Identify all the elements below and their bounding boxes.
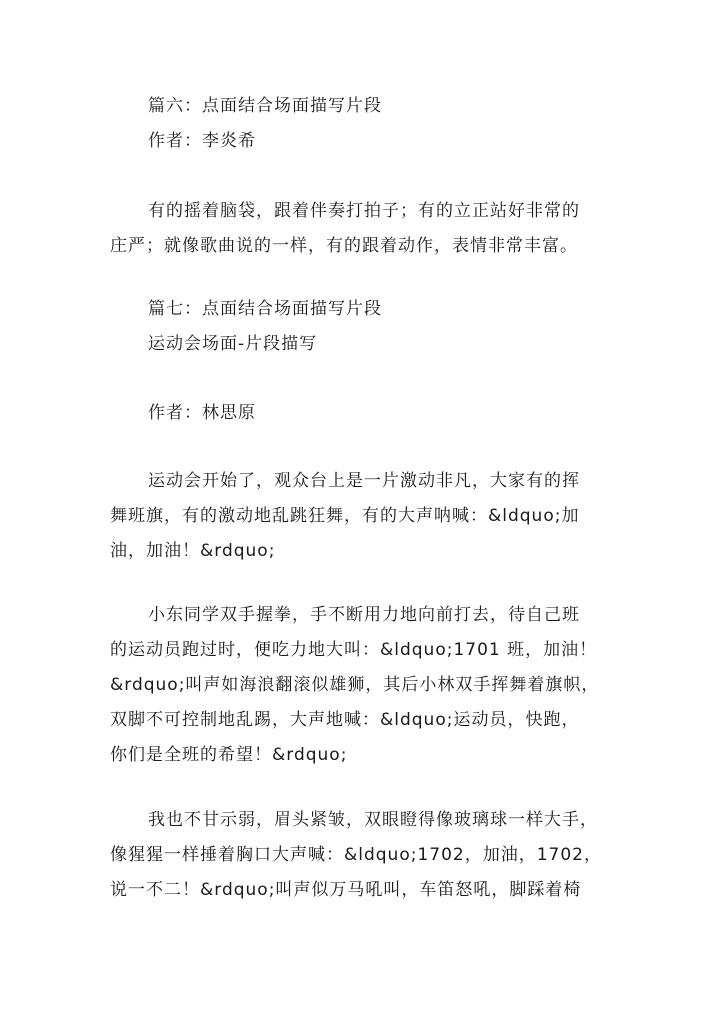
section7-subtitle: 运动会场面-片段描写 xyxy=(148,334,318,354)
section7-p2-line: 的运动员跑过时，便吃力地大叫：&ldquo;1701 班，加油！ xyxy=(110,640,598,660)
section6-paragraph-line: 庄严；就像歌曲说的一样，有的跟着动作，表情非常丰富。 xyxy=(110,236,578,256)
section7-author: 作者：林思原 xyxy=(148,403,256,423)
section7-p1-line: 运动会开始了，观众台上是一片激动非凡，大家有的挥 xyxy=(148,471,580,491)
section7-p3-line: 我也不甘示弱，眉头紧皱，双眼瞪得像玻璃球一样大手， xyxy=(148,810,598,830)
section7-p2-line: 你们是全班的希望！&rdquo; xyxy=(110,745,348,765)
section6-author: 作者：李炎希 xyxy=(148,131,256,151)
section7-p2-line: 小东同学双手握拳，手不断用力地向前打去，待自己班 xyxy=(148,605,580,625)
section7-p2-line: 双脚不可控制地乱踢，大声地喊：&ldquo;运动员，快跑， xyxy=(110,710,580,730)
section7-p2-line: &rdquo;叫声如海浪翻滚似雄狮，其后小林双手挥舞着旗帜， xyxy=(110,675,600,695)
section7-p1-line: 舞班旗，有的激动地乱跳狂舞，有的大声呐喊：&ldquo;加 xyxy=(110,506,580,526)
section7-p3-line: 像猩猩一样捶着胸口大声喊：&ldquo;1702，加油，1702， xyxy=(110,845,602,865)
section6-heading: 篇六：点面结合场面描写片段 xyxy=(148,96,382,116)
section7-heading: 篇七：点面结合场面描写片段 xyxy=(148,299,382,319)
section7-p3-line: 说一不二！&rdquo;叫声似万马吼叫，车笛怒吼，脚踩着椅 xyxy=(110,880,582,900)
section7-p1-line: 油，加油！&rdquo; xyxy=(110,541,276,561)
section6-paragraph-line: 有的摇着脑袋，跟着伴奏打拍子；有的立正站好非常的 xyxy=(148,201,580,221)
